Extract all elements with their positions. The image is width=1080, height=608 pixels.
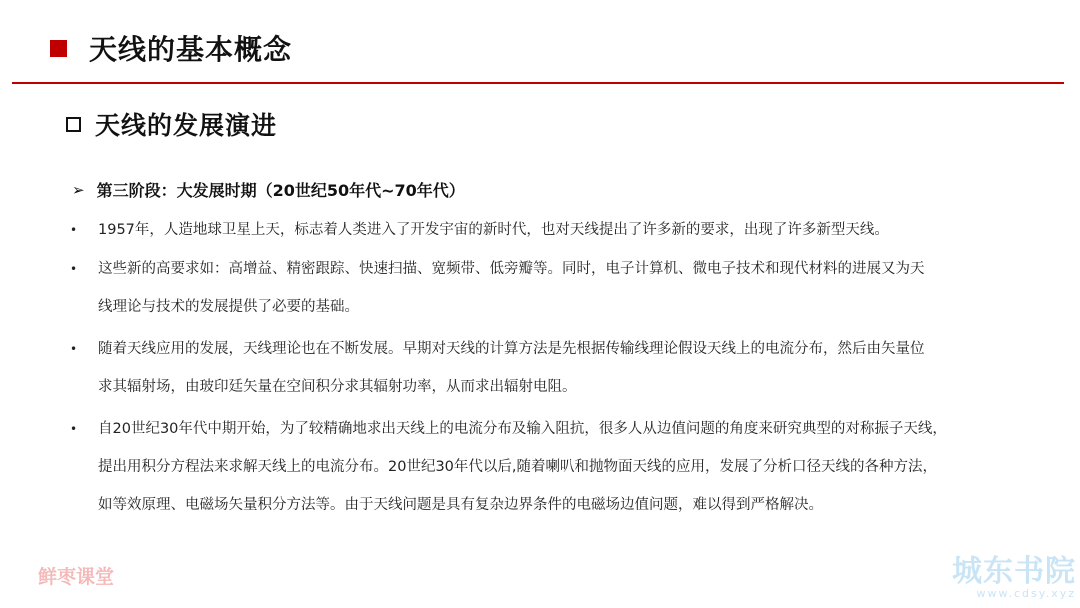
bullet-dot-icon: • [70, 262, 78, 276]
bullet-dot-icon: • [70, 422, 78, 436]
watermark-right-url: www.cdsy.xyz [976, 587, 1076, 600]
section-title: 天线的发展演进 [95, 111, 278, 140]
bullet-paragraph-3 [70, 330, 1060, 406]
stage-title: 第三阶段：大发展时期（20世纪50年代~70年代） [96, 181, 465, 200]
bullet-dot-icon: • [70, 342, 78, 356]
slide-title-row [50, 28, 292, 68]
paragraph-line: 随着天线应用的发展，天线理论也在不断发展。早期对天线的计算方法是先根据传输线理论假设天线上的电流分布，然后由矢量位 [98, 341, 925, 357]
hollow-square-icon [66, 117, 81, 132]
arrow-bullet-icon: ➢ [72, 180, 85, 199]
bullet-paragraph-2 [70, 250, 1060, 326]
stage-heading-row [72, 178, 465, 201]
paragraph-line: 提出用积分方程法来求解天线上的电流分布。20世纪30年代以后,随着喇叭和抛物面天线的应用，发展了分析口径天线的各种方法， [98, 459, 938, 475]
watermark-right [952, 556, 1076, 600]
watermark-right-main: 城东书院 [952, 554, 1076, 589]
paragraph-line: 求其辐射场，由玻印廷矢量在空间积分求其辐射功率，从而求出辐射电阻。 [98, 379, 577, 395]
title-divider [12, 82, 1064, 84]
paragraph-line: 自20世纪30年代中期开始，为了较精确地求出天线上的电流分布及输入阻抗，很多人从边值问题的角度来研究典型的对称振子天线， [98, 421, 947, 437]
watermark-left: 鲜枣课堂 [38, 566, 115, 588]
slide-title: 天线的基本概念 [89, 33, 293, 66]
paragraph-line: 1957年，人造地球卫星上天，标志着人类进入了开发宇宙的新时代，也对天线提出了许多新的要求，出现了许多新型天线。 [98, 222, 889, 238]
paragraph-line: 如等效原理、电磁场矢量积分方法等。由于天线问题是具有复杂边界条件的电磁场边值问题，难以得到严格解决。 [98, 497, 823, 513]
paragraph-line: 这些新的高要求如：高增益、精密跟踪、快速扫描、宽频带、低旁瓣等。同时，电子计算机、微电子技术和现代材料的进展又为天 [98, 261, 925, 277]
bullet-dot-icon: • [70, 223, 78, 237]
bullet-paragraph-4 [70, 410, 1060, 524]
title-square-icon [50, 40, 67, 57]
bullet-paragraph-1 [70, 211, 1060, 249]
section-heading-row [66, 106, 277, 142]
paragraph-line: 线理论与技术的发展提供了必要的基础。 [98, 299, 359, 315]
